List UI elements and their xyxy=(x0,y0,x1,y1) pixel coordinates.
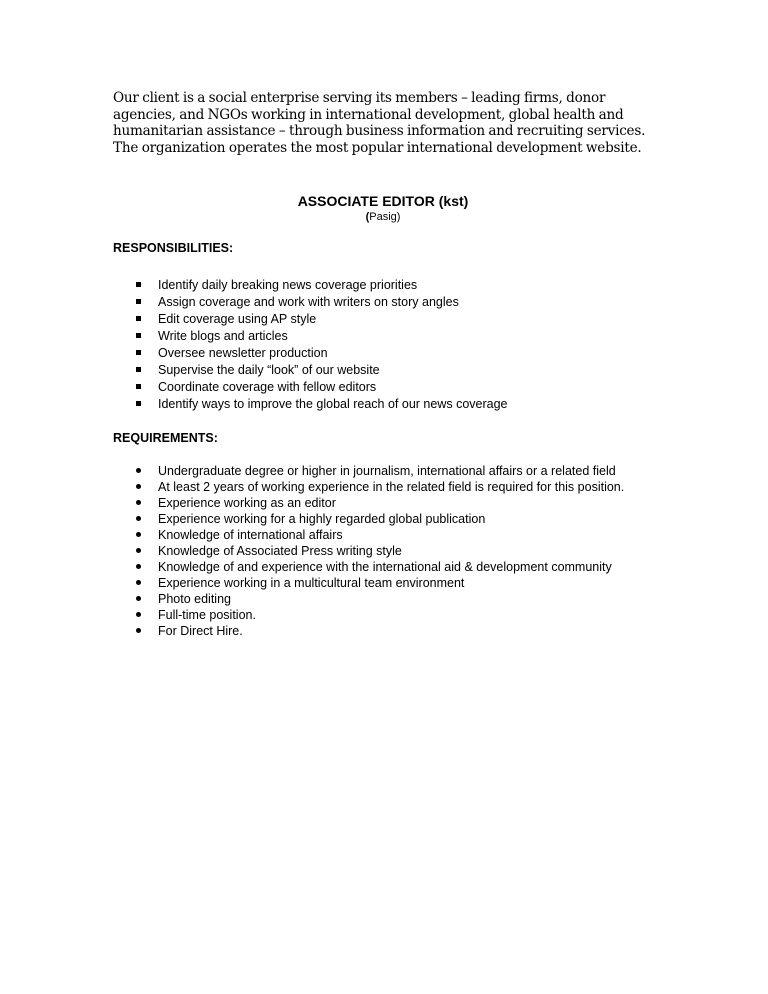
list-item-text: Knowledge of and experience with the international aid & development community xyxy=(158,560,612,574)
list-item-text: Supervise the daily “look” of our website xyxy=(158,363,380,377)
square-bullet-icon xyxy=(136,367,141,372)
list-item xyxy=(0,311,648,328)
round-bullet-icon xyxy=(136,532,141,537)
list-item xyxy=(0,396,648,413)
square-bullet-icon xyxy=(136,350,141,355)
round-bullet-icon xyxy=(136,580,141,585)
requirements-heading: REQUIREMENTS: xyxy=(113,431,218,445)
round-bullet-icon xyxy=(136,468,141,473)
list-item xyxy=(0,328,648,345)
round-bullet-icon xyxy=(136,548,141,553)
job-location xyxy=(113,211,653,224)
square-bullet-icon xyxy=(136,333,141,338)
round-bullet-icon xyxy=(136,564,141,569)
responsibilities-heading: RESPONSIBILITIES: xyxy=(113,241,234,255)
list-item xyxy=(0,575,648,591)
list-item xyxy=(0,511,648,527)
square-bullet-icon xyxy=(136,384,141,389)
list-item-text: For Direct Hire. xyxy=(158,624,243,638)
round-bullet-icon xyxy=(136,500,141,505)
list-item xyxy=(0,623,648,639)
round-bullet-icon xyxy=(136,596,141,601)
job-title: ASSOCIATE EDITOR (kst) xyxy=(297,193,469,209)
square-bullet-icon xyxy=(136,299,141,304)
list-item-text: Edit coverage using AP style xyxy=(158,312,317,326)
round-bullet-icon xyxy=(136,484,141,489)
location-text: Pasig) xyxy=(369,211,401,223)
list-item xyxy=(0,362,648,379)
list-item xyxy=(0,479,648,495)
round-bullet-icon xyxy=(136,628,141,633)
list-item-text: Knowledge of international affairs xyxy=(158,528,343,542)
list-item xyxy=(0,294,648,311)
square-bullet-icon xyxy=(136,316,141,321)
list-item xyxy=(0,379,648,396)
list-item-text: Experience working for a highly regarded global publication xyxy=(158,512,486,526)
list-item xyxy=(0,591,648,607)
list-item xyxy=(0,277,648,294)
list-item-text: Experience working as an editor xyxy=(158,496,336,510)
list-item xyxy=(0,345,648,362)
list-item-text: Full-time position. xyxy=(158,608,256,622)
square-bullet-icon xyxy=(136,282,141,287)
list-item xyxy=(0,495,648,511)
square-bullet-icon xyxy=(136,401,141,406)
list-item-text: Oversee newsletter production xyxy=(158,346,328,360)
location-open-paren: ( xyxy=(365,211,370,223)
responsibilities-list xyxy=(0,277,660,413)
list-item-text: Photo editing xyxy=(158,592,231,606)
round-bullet-icon xyxy=(136,612,141,617)
list-item-text: Coordinate coverage with fellow editors xyxy=(158,380,377,394)
round-bullet-icon xyxy=(136,516,141,521)
list-item-text: Identify ways to improve the global reach of our news coverage xyxy=(158,397,508,411)
list-item xyxy=(0,527,648,543)
list-item xyxy=(0,543,648,559)
list-item-text: Identify daily breaking news coverage priorities xyxy=(158,278,418,292)
list-item-text: Experience working in a multicultural team environment xyxy=(158,576,465,590)
list-item-text: Undergraduate degree or higher in journalism, international affairs or a related field xyxy=(158,464,616,478)
list-item xyxy=(0,559,648,575)
intro-paragraph: Our client is a social enterprise serving its members – leading firms, donor agencies, and NGOs working in international development, global health and humanitarian assistance – through business information and recruiting services. The organization operates the most popular international development website. xyxy=(113,90,646,156)
requirements-list xyxy=(0,463,660,639)
list-item-text: Assign coverage and work with writers on story angles xyxy=(158,295,459,309)
list-item xyxy=(0,607,648,623)
list-item-text: Write blogs and articles xyxy=(158,329,288,343)
list-item xyxy=(0,463,648,479)
list-item-text: Knowledge of Associated Press writing style xyxy=(158,544,402,558)
list-item-text: At least 2 years of working experience in the related field is required for this position. xyxy=(158,480,625,494)
